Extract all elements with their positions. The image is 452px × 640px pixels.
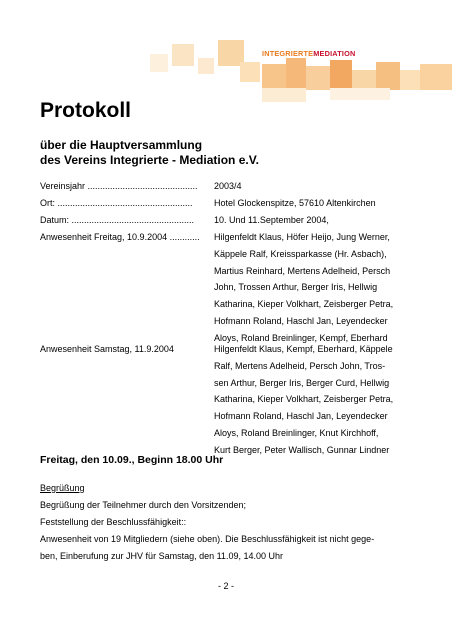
field-value-datum xyxy=(214,212,414,229)
paragraph-line: Anwesenheit von 19 Mitgliedern (siehe oben). Die Beschlussfähigkeit ist nicht gege- xyxy=(40,534,375,544)
attendee-line: John, Trossen Arthur, Berger Iris, Hellwig xyxy=(214,282,378,293)
attendee-line: Hofmann Roland, Haschl Jan, Leyendecker xyxy=(214,315,388,326)
page-subtitle xyxy=(40,138,259,168)
attendee-line: Aloys, Roland Breinlinger, Knut Kirchhoff, xyxy=(214,427,379,438)
attendee-line: Ralf, Mertens Adelheid, Persch John, Tros- xyxy=(214,360,386,371)
paragraph-line: Feststellung der Beschlussfähigkeit:: xyxy=(40,517,187,527)
logo-text-integrierte: INTEGRIERTE xyxy=(262,49,314,58)
attendee-line: Hilgenfeldt Klaus, Höfer Heijo, Jung Werner, xyxy=(214,232,390,242)
field-value-anwesenheit-samstag xyxy=(214,341,414,459)
section-heading: Freitag, den 10.09., Beginn 18.00 Uhr xyxy=(40,454,224,466)
subtitle-line-1: über die Hauptversammlung xyxy=(40,138,203,152)
attendee-line: sen Arthur, Berger Iris, Berger Curd, Hellwig xyxy=(214,377,390,388)
field-value-ort xyxy=(214,195,414,212)
field-label-anwesenheit-freitag: Anwesenheit Freitag, 10.9.2004 ............ xyxy=(40,232,200,242)
page-title: Protokoll xyxy=(40,99,132,122)
value-vereinsjahr: 2003/4 xyxy=(214,181,242,191)
attendee-line: Käppele Ralf, Kreissparkasse (Hr. Asbach), xyxy=(214,248,387,259)
attendee-line: Katharina, Kieper Volkhart, Zeisberger Petra, xyxy=(214,299,394,310)
subheading-begruessung: Begrüßung xyxy=(40,483,85,493)
attendee-line: Kurt Berger, Peter Wallisch, Gunnar Lindner xyxy=(214,444,390,455)
page-number: - 2 - xyxy=(217,581,234,591)
value-ort: Hotel Glockenspitze, 57610 Altenkirchen xyxy=(214,198,376,208)
attendee-line: Katharina, Kieper Volkhart, Zeisberger Petra, xyxy=(214,394,394,405)
field-value-anwesenheit-freitag xyxy=(214,229,414,347)
field-label-vereinsjahr: Vereinsjahr ............................................ xyxy=(40,181,198,191)
header-decoration xyxy=(0,40,452,108)
field-label-ort: Ort: ...................................................... xyxy=(40,198,193,208)
field-value-vereinsjahr xyxy=(214,178,414,195)
paragraph-line: Begrüßung der Teilnehmer durch den Vorsitzenden; xyxy=(40,500,246,510)
attendee-line: Martius Reinhard, Mertens Adelheid, Persch xyxy=(214,265,391,276)
attendee-line: Aloys, Roland Breinlinger, Kempf, Eberhard xyxy=(214,332,388,343)
subtitle-line-2: des Vereins Integrierte - Mediation e.V. xyxy=(40,153,259,167)
logo-text-mediation: MEDIATION xyxy=(313,49,356,58)
attendee-line: Hilgenfeldt Klaus, Kempf, Eberhard, Käppele xyxy=(214,344,393,354)
value-datum: 10. Und 11.September 2004, xyxy=(214,215,329,225)
field-label-datum: Datum: ................................................. xyxy=(40,215,195,225)
field-label-anwesenheit-samstag: Anwesenheit Samstag, 11.9.2004 xyxy=(40,344,174,354)
brand-logo xyxy=(262,49,355,58)
paragraph-line: ben, Einberufung zur JHV für Samstag, den 11.09, 14.00 Uhr xyxy=(40,551,283,561)
attendee-line: Hofmann Roland, Haschl Jan, Leyendecker xyxy=(214,411,388,422)
